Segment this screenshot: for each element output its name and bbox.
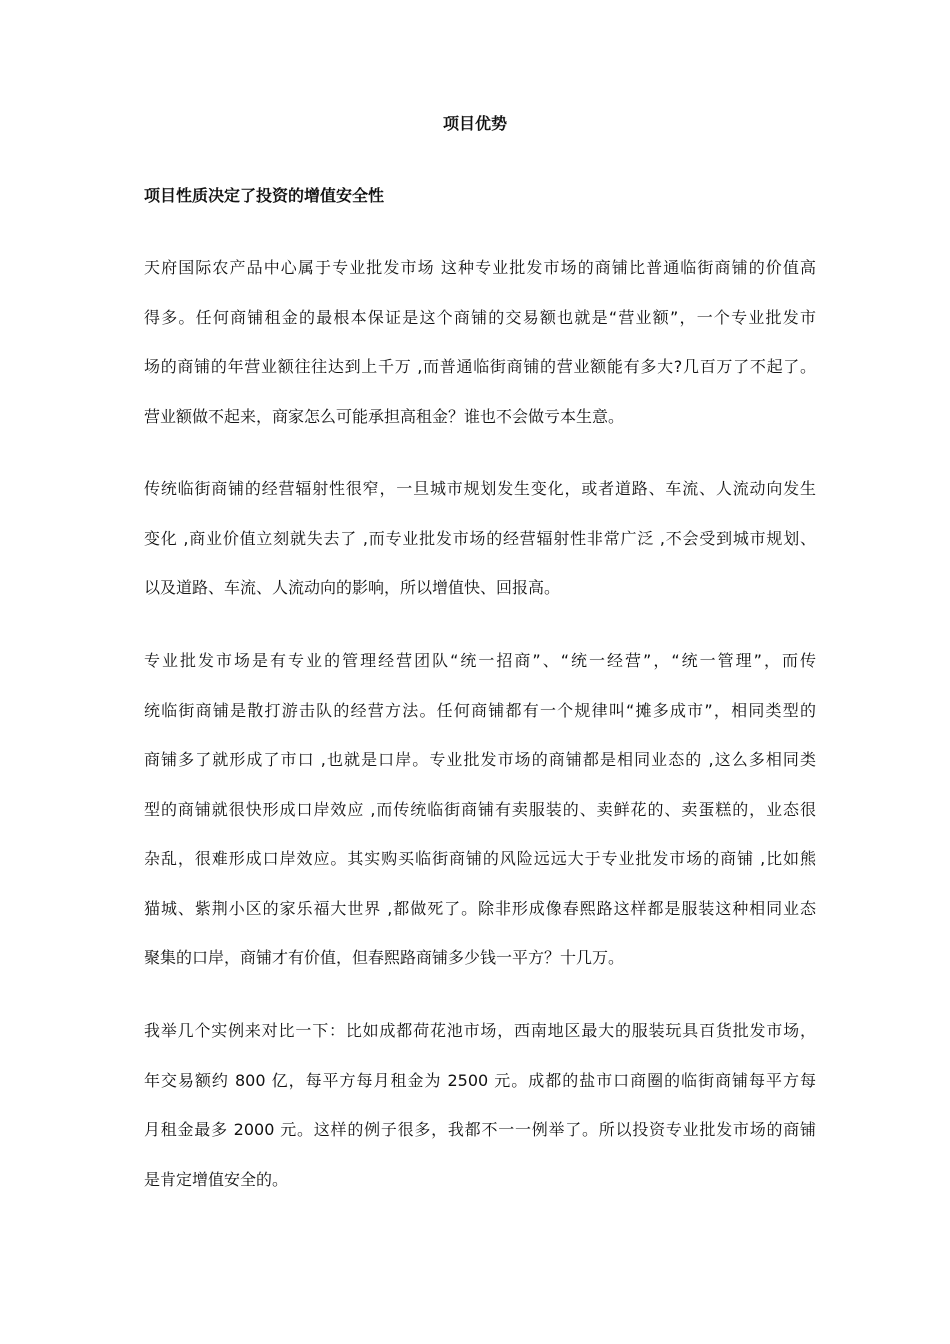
paragraph-line: 以及道路、车流、人流动向的影响，所以增值快、回报高。 [144,578,561,597]
paragraph-line: 统临街商铺是散打游击队的经营方法。任何商铺都有一个规律叫“摊多成市”，相同类型的 [144,700,816,720]
paragraph-line: 猫城、紫荆小区的家乐福大世界 ,都做死了。除非形成像春熙路这样都是服装这种相同业态 [144,898,816,918]
paragraph-line: 是肯定增值安全的。 [144,1169,289,1189]
paragraph-line: 场的商铺的年营业额往往达到上千万 ,而普通临街商铺的营业额能有多大?几百万了不起了。 [144,357,816,376]
paragraph-wholesale-value [144,256,816,454]
paragraph-line: 聚集的口岸，商铺才有价值，但春熙路商铺多少钱一平方？十几万。 [144,948,625,967]
paragraph-line: 杂乱，很难形成口岸效应。其实购买临街商铺的风险远远大于专业批发市场的商铺 ,比如熊 [144,849,816,868]
section-heading: 项目性质决定了投资的增值安全性 [144,186,385,205]
paragraph-line: 型的商铺就很快形成口岸效应 ,而传统临街商铺有卖服装的、卖鲜花的、卖蛋糕的，业态很 [144,799,816,819]
paragraph-line: 商铺多了就形成了市口 ,也就是口岸。专业批发市场的商铺都是相同业态的 ,这么多相同类 [144,750,816,769]
paragraph-line: 变化 ,商业价值立刻就失去了 ,而专业批发市场的经营辐射性非常广泛 ,不会受到城市规划、 [144,528,816,548]
paragraph-line: 得多。任何商铺租金的最根本保证是这个商铺的交易额也就是“营业额”，一个专业批发市 [144,307,816,327]
paragraph-line: 天府国际农产品中心属于专业批发市场 这种专业批发市场的商铺比普通临街商铺的价值高 [144,258,816,277]
paragraph-street-shop-risk [144,477,816,626]
paragraph-line: 传统临街商铺的经营辐射性很窄，一旦城市规划发生变化，或者道路、车流、人流动向发生 [144,479,816,498]
page-title: 项目优势 [442,114,507,133]
paragraph-line: 月租金最多 2000 元。这样的例子很多，我都不一一例举了。所以投资专业批发市场的商铺 [144,1120,816,1139]
paragraph-examples [144,1019,816,1217]
paragraph-line: 我举几个实例来对比一下：比如成都荷花池市场，西南地区最大的服装玩具百货批发市场， [144,1021,816,1040]
paragraph-line: 专业批发市场是有专业的管理经营团队“统一招商”、“统一经营”，“统一管理”，而传 [144,651,816,670]
paragraph-line: 年交易额约 800 亿，每平方每月租金为 2500 元。成都的盐市口商圈的临街商铺每平方每 [144,1070,816,1090]
paragraph-management-comparison [144,649,816,996]
paragraph-line: 营业额做不起来，商家怎么可能承担高租金？谁也不会做亏本生意。 [144,406,625,426]
